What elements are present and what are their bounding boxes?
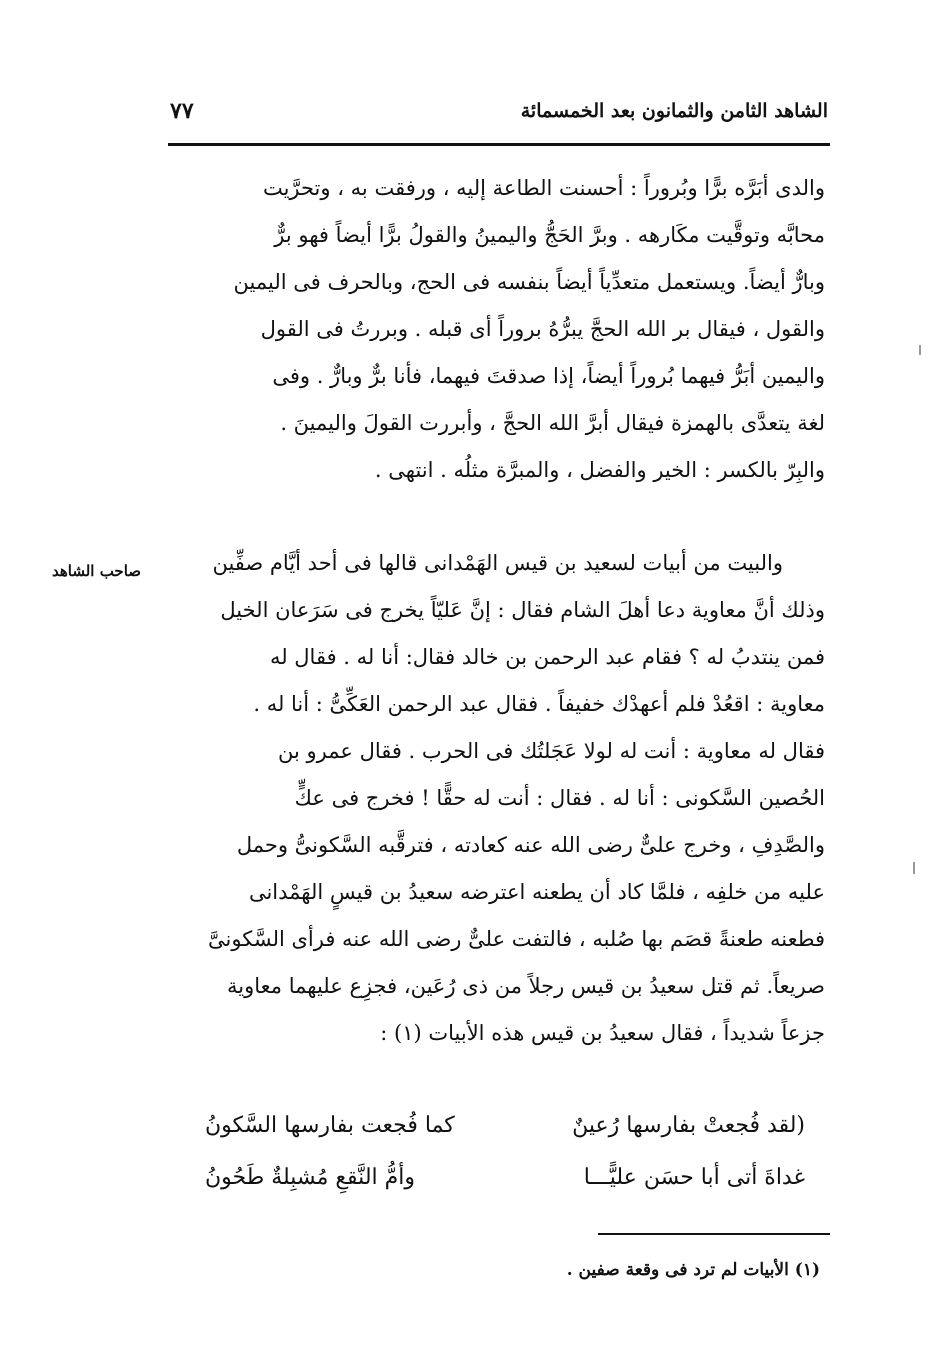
text-line: لغة يتعدَّى بالهمزة فيقال أبرَّ الله الحجَّ ، وأبررت القولَ واليمينَ .: [280, 411, 825, 435]
paragraph-poem-context: [175, 540, 825, 1057]
text-line: جزعاً شديداً ، فقال سعيدُ بن قيس هذه الأبيات (١) :: [380, 1021, 825, 1045]
page-number: ٧٧: [170, 98, 194, 124]
text-line: معاوية : اقعُدْ فلم أعهدْك خفيفاً . فقال عبد الرحمن العَكِّىُّ : أنا له .: [253, 692, 825, 716]
verse-first-hemistich: (لقد فُجعتْ بفارسها رُعينٌ: [572, 1113, 805, 1138]
verse-second-hemistich: كما فُجعت بفارسها السَّكونُ: [205, 1113, 455, 1138]
scan-speck: [919, 345, 921, 355]
text-line: صريعاً. ثم قتل سعيدُ بن قيس رجلاً من ذى رُعَين، فجزِع عليهما معاوية: [227, 974, 825, 998]
header-rule: [168, 143, 830, 146]
margin-note: صاحب الشاهد: [52, 562, 142, 580]
text-line: والقول ، فيقال بر الله الحجَّ يبرُّهُ بروراً أى قبله . وبررتُ فى القول: [260, 317, 825, 341]
verse-row: [205, 1100, 805, 1152]
text-line: محابَّه وتوقَّيت مكَارهه . وبرَّ الحَجُّ واليمينُ والقولُ برًّا أيضاً فهو برٌّ: [274, 223, 825, 247]
scan-speck: [913, 862, 915, 874]
text-line: والبيت من أبيات لسعيد بن قيس الهَمْدانى قالها فى أحد أيَّام صفِّين: [212, 551, 783, 575]
verse-row: [205, 1152, 805, 1204]
verse-first-hemistich: غداةَ أتى أبا حسَن عليًّـــا: [583, 1165, 805, 1190]
text-line: وذلك أنَّ معاوية دعا أهلَ الشام فقال : إنَّ عَليّاً يخرج فى سَرَعان الخيل: [220, 598, 825, 622]
footnote-rule: [598, 1233, 830, 1235]
text-line: فقال له معاوية : أنت له لولا عَجَلتُك فى الحرب . فقال عمرو بن: [277, 739, 825, 763]
text-line: والبِرّ بالكسر : الخير والفضل ، والمبرَّة مثلُه . انتهى .: [374, 458, 825, 482]
running-header: [170, 96, 828, 130]
text-line: عليه من خلفِه ، فلمَّا كاد أن يطعنه اعترضه سعيدُ بن قيسٍ الهَمْدانى: [248, 880, 825, 904]
verse-second-hemistich: وأمُّ النَّقعِ مُشبِلةٌ طَحُونُ: [205, 1165, 415, 1190]
text-line: والصَّدِفِ ، وخرج علىٌّ رضى الله عنه كعادته ، فترقَّبه السَّكونىُّ وحمل: [236, 833, 825, 857]
text-line: فطعنه طعنةً قصَم بها صُلبه ، فالتفت علىٌّ رضى الله عنه فرأى السَّكونىَّ: [208, 927, 825, 951]
text-line: وبارٌّ أيضاً. ويستعمل متعدِّياً أيضاً بنفسه فى الحج، وبالحرف فى اليمين: [233, 270, 825, 294]
text-line: واليمين أبَرُّ فيهما بُروراً أيضاً، إذا صدقتَ فيهما، فأنا برٌّ وبارٌّ . وفى: [272, 364, 825, 388]
footnote: (١) الأبيات لم ترد فى وقعة صفين .: [566, 1260, 820, 1280]
running-title: الشاهد الثامن والثمانون بعد الخمسمائة: [520, 100, 828, 122]
text-line: فمن ينتدبُ له ؟ فقام عبد الرحمن بن خالد فقال: أنا له . فقال له: [269, 645, 825, 669]
text-line: الحُصين السَّكونى : أنا له . فقال : أنت له حقًّا ! فخرج فى عكٍّ: [294, 786, 825, 810]
text-line: والدى أبَرَّه برًّا وبُروراً : أحسنت الطاعة إليه ، ورفقت به ، وتحرَّيت: [262, 176, 825, 200]
paragraph-lexical-definition: [175, 165, 825, 494]
verse-block: [205, 1100, 805, 1204]
